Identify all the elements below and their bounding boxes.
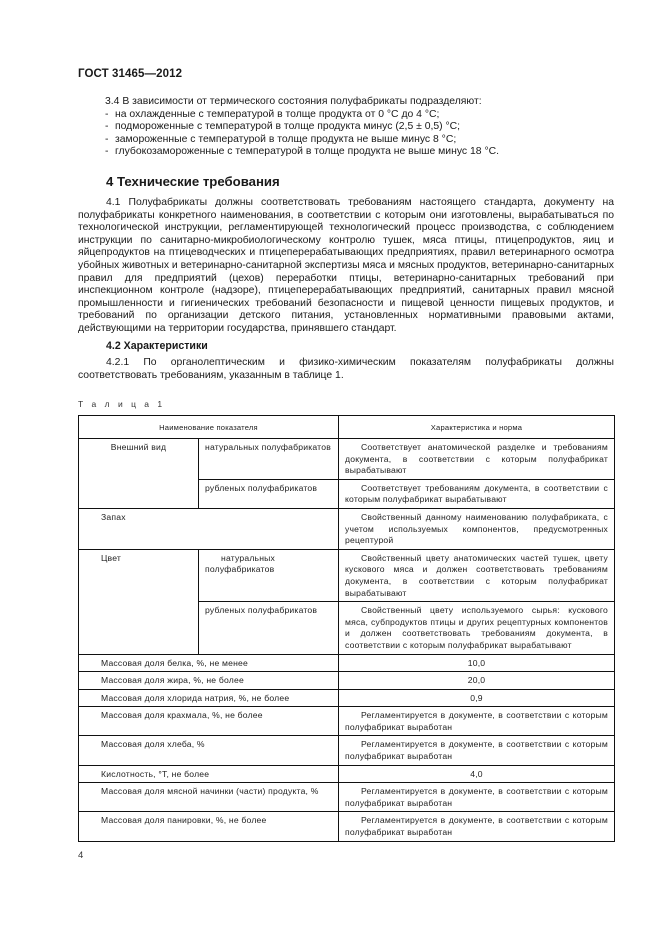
section-3-4	[78, 96, 618, 159]
row-label: Массовая доля мясной начинки (части) продукта, %	[79, 783, 339, 812]
row-value: Регламентируется в документе, в соответствии с которым полуфабрикат выработан	[339, 736, 615, 765]
row-label: Массовая доля белка, %, не менее	[79, 654, 339, 672]
table-row	[79, 707, 615, 736]
row-label: Массовая доля крахмала, %, не более	[79, 707, 339, 736]
row-sublabel: натуральных полуфабрикатов	[199, 549, 339, 601]
table-header-row	[79, 416, 615, 439]
column-header-indicator: Наименование показателя	[79, 416, 339, 439]
table-1	[78, 415, 615, 842]
list-item: - глубокозамороженные с температурой в толще продукта не выше минус 18 °C.	[105, 146, 499, 158]
section-3-4-intro: 3.4 В зависимости от термического состояния полуфабрикаты подразделяют:	[105, 96, 482, 107]
subsection-4-2-heading: 4.2 Характеристики	[106, 340, 208, 352]
row-label: Массовая доля жира, %, не более	[79, 672, 339, 690]
row-value: Регламентируется в документе, в соответствии с которым полуфабрикат выработан	[339, 783, 615, 812]
row-sublabel: натуральных полуфабрикатов	[199, 439, 339, 480]
row-value: Свойственный данному наименованию полуфабриката, с учетом используемых компонентов, предусмотренных рецептурой	[339, 508, 615, 549]
table-row	[79, 439, 615, 480]
table-row	[79, 783, 615, 812]
paragraph-4-1: 4.1 Полуфабрикаты должны соответствовать требованиям настоящего стандарта, документу на полуфабрикаты конкретного наименования, в соответствии с которым они изготовлены, вырабатываться по технологической инструкции, регламентирующей технологический процесс производства, с соблюдением инструкции по санитарно-микробиологическому контролю тушек, мяса птицы, птицепродуктов, яиц и яйцепродуктов на птицеводческих и птицеперерабатывающих предприятиях, правил ветеринарного осмотра убойных животных и ветеринарно-санитарной экспертизы мяса и мясных продуктов, ветеринарно-санитарных правил для предприятий (цехов) переработки птицы, ветеринарно-санитарных требований при инспекционном контроле (надзоре), птицеперерабатывающих предприятий, санитарных правил мясной промышленности и гигиенических требований безопасности и пищевой ценности пищевых продуктов, и требований по организации детского питания, установленных нормативными правовыми актами, действующими на территории государства, принявшего стандарт.	[78, 197, 614, 334]
row-sublabel: рубленых полуфабрикатов	[199, 602, 339, 654]
row-label: Массовая доля хлеба, %	[79, 736, 339, 765]
row-label: Кислотность, °Т, не более	[79, 765, 339, 783]
table-row	[79, 549, 615, 601]
table-row	[79, 654, 615, 672]
section-4-heading: 4 Технические требования	[106, 174, 280, 189]
row-label: Массовая доля панировки, %, не более	[79, 812, 339, 841]
table-row	[79, 508, 615, 549]
list-item: - на охлажденные с температурой в толще продукта от 0 °C до 4 °C;	[105, 108, 440, 120]
list-item: - замороженные с температурой в толще продукта не выше минус 8 °C;	[105, 133, 457, 145]
row-value: 10,0	[339, 654, 615, 672]
row-value: Свойственный цвету анатомических частей тушек, цвету кускового мяса и должен соответствовать требованиям документа, в соответствии с которым полуфабрикат вырабатывают	[339, 549, 615, 601]
table-row	[79, 689, 615, 707]
row-value: 20,0	[339, 672, 615, 690]
row-sublabel: рубленых полуфабрикатов	[199, 479, 339, 508]
document-header: ГОСТ 31465—2012	[78, 68, 183, 80]
row-value: 0,9	[339, 689, 615, 707]
list-item: - подмороженные с температурой в толще продукта минус (2,5 ± 0,5) °C;	[105, 121, 461, 133]
row-value: Соответствует анатомической разделке и требованиям документа, в соответствии с которым полуфабрикат вырабатывают	[339, 439, 615, 480]
table-row	[79, 765, 615, 783]
table-row	[79, 736, 615, 765]
column-header-norm: Характеристика и норма	[339, 416, 615, 439]
row-value: Соответствует требованиям документа, в соответствии с которым полуфабрикат вырабатывают	[339, 479, 615, 508]
row-value: Регламентируется в документе, в соответствии с которым полуфабрикат выработан	[339, 812, 615, 841]
paragraph-4-2-1: 4.2.1 По органолептическим и физико-химическим показателям полуфабрикаты должны соответствовать требованиям, указанным в таблице 1.	[78, 357, 614, 381]
page-number: 4	[78, 850, 84, 861]
row-value: Регламентируется в документе, в соответствии с которым полуфабрикат выработан	[339, 707, 615, 736]
row-label-color: Цвет	[79, 549, 199, 654]
table-row	[79, 672, 615, 690]
row-label-smell: Запах	[79, 508, 339, 549]
table-row	[79, 812, 615, 841]
row-value: 4,0	[339, 765, 615, 783]
row-label-appearance: Внешний вид	[79, 439, 199, 509]
table-caption: Т а л и ц а 1	[78, 399, 166, 409]
row-value: Свойственный цвету используемого сырья: кускового мяса, субпродуктов птицы и других рецептурных компонентов и должен соответствовать требованиям документа, в соответствии с которым полуфабрикат вырабатывают	[339, 602, 615, 654]
row-label: Массовая доля хлорида натрия, %, не более	[79, 689, 339, 707]
